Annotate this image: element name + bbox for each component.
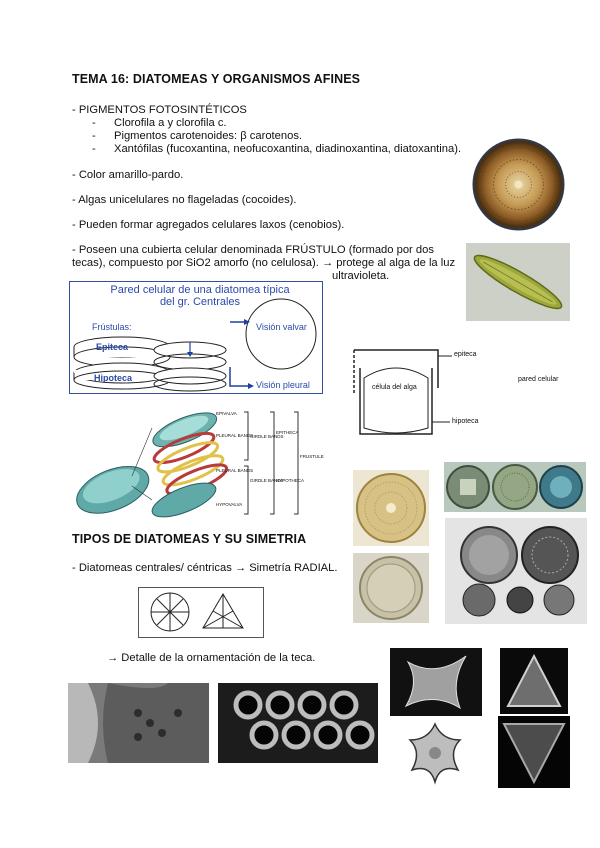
hipoteca-small-label: hipoteca bbox=[452, 418, 479, 425]
girdle-label: PLEURAL BANDS bbox=[216, 433, 254, 438]
sem-photo-triangle-dark bbox=[498, 716, 570, 788]
girdle-label: GIRDLE BANDS bbox=[250, 478, 284, 483]
pigment-item: - Pigmentos carotenoides: β carotenos. bbox=[92, 130, 303, 142]
bullet: - bbox=[92, 117, 96, 129]
vision-pleural-label: Visión pleural bbox=[256, 380, 310, 390]
sem-photo-honeycomb bbox=[218, 683, 378, 763]
frustule-line3: ultravioleta. bbox=[332, 270, 390, 282]
page-title: TEMA 16: DIATOMEAS Y ORGANISMOS AFINES bbox=[72, 72, 361, 86]
centric-photo-light bbox=[353, 470, 429, 546]
algae-text: - Algas unicelulares no flageladas (cocoides). bbox=[72, 194, 297, 206]
frustule-line1: - Poseen una cubierta celular denominada FRÚSTULO (formado por dos bbox=[72, 244, 434, 256]
centric-diatom-photo bbox=[472, 138, 565, 231]
pigments-heading: - PIGMENTOS FOTOSINTÉTICOS bbox=[72, 104, 247, 116]
frustulas-label: Frústulas: bbox=[92, 322, 132, 332]
aggregates-text: - Pueden formar agregados celulares laxos (cenobios). bbox=[72, 219, 345, 231]
sem-photo-star bbox=[390, 648, 482, 716]
girdle-label: EPITHECA bbox=[276, 430, 299, 435]
bullet: - bbox=[92, 143, 96, 155]
symmetry-diagram bbox=[138, 587, 264, 638]
cell-section-diagram bbox=[350, 342, 570, 442]
sem-photo-left bbox=[68, 683, 209, 763]
color-text: - Color amarillo-pardo. bbox=[72, 169, 184, 181]
cell-label: célula del alga bbox=[372, 384, 417, 391]
centric-photo-strip bbox=[444, 462, 586, 512]
girdle-label: EPIVALVA bbox=[216, 411, 237, 416]
epiteca-small-label: epiteca bbox=[454, 351, 477, 358]
pared-label: pared celular bbox=[518, 376, 559, 383]
centric-photo-grid bbox=[445, 518, 587, 624]
sem-photo-lobed bbox=[404, 720, 466, 786]
wall-diagram-title: Pared celular de una diatomea típica del gr. Centrales bbox=[110, 284, 290, 308]
girdle-label: PLEURAL BANDS bbox=[216, 468, 254, 473]
epiteca-label: Epiteca bbox=[96, 342, 129, 352]
centric-photo-ring bbox=[353, 553, 429, 623]
pigment-item: - Xantófilas (fucoxantina, neofucoxantina, diadinoxantina, diatoxantina). bbox=[92, 143, 462, 155]
section-heading: TIPOS DE DIATOMEAS Y SU SIMETRIA bbox=[72, 532, 307, 546]
girdle-label: HYPOVALVA bbox=[216, 502, 243, 507]
sem-photo-triangle bbox=[500, 648, 568, 714]
pigment-item: - Clorofila a y clorofila c. bbox=[92, 117, 227, 129]
girdle-label: FRUSTULE bbox=[300, 454, 324, 459]
bullet: - bbox=[92, 130, 96, 142]
centrales-text: - Diatomeas centrales/ céntricas → Simetría RADIAL. bbox=[72, 562, 338, 574]
cell-wall-diagram bbox=[69, 281, 323, 394]
detalle-text: → Detalle de la ornamentación de la teca. bbox=[107, 652, 316, 664]
hipoteca-label: Hipoteca bbox=[94, 373, 133, 383]
frustule-line2: tecas), compuesto por SiO2 amorfo (no celulosa). → protege al alga de la luz bbox=[72, 257, 456, 269]
frustule-exploded-diagram bbox=[72, 408, 334, 520]
pennate-diatom-photo bbox=[466, 243, 570, 321]
girdle-label: HYPOTHECA bbox=[276, 478, 305, 483]
vision-valvar-label: Visión valvar bbox=[256, 322, 307, 332]
girdle-label: GIRDLE BANDS bbox=[250, 434, 284, 439]
